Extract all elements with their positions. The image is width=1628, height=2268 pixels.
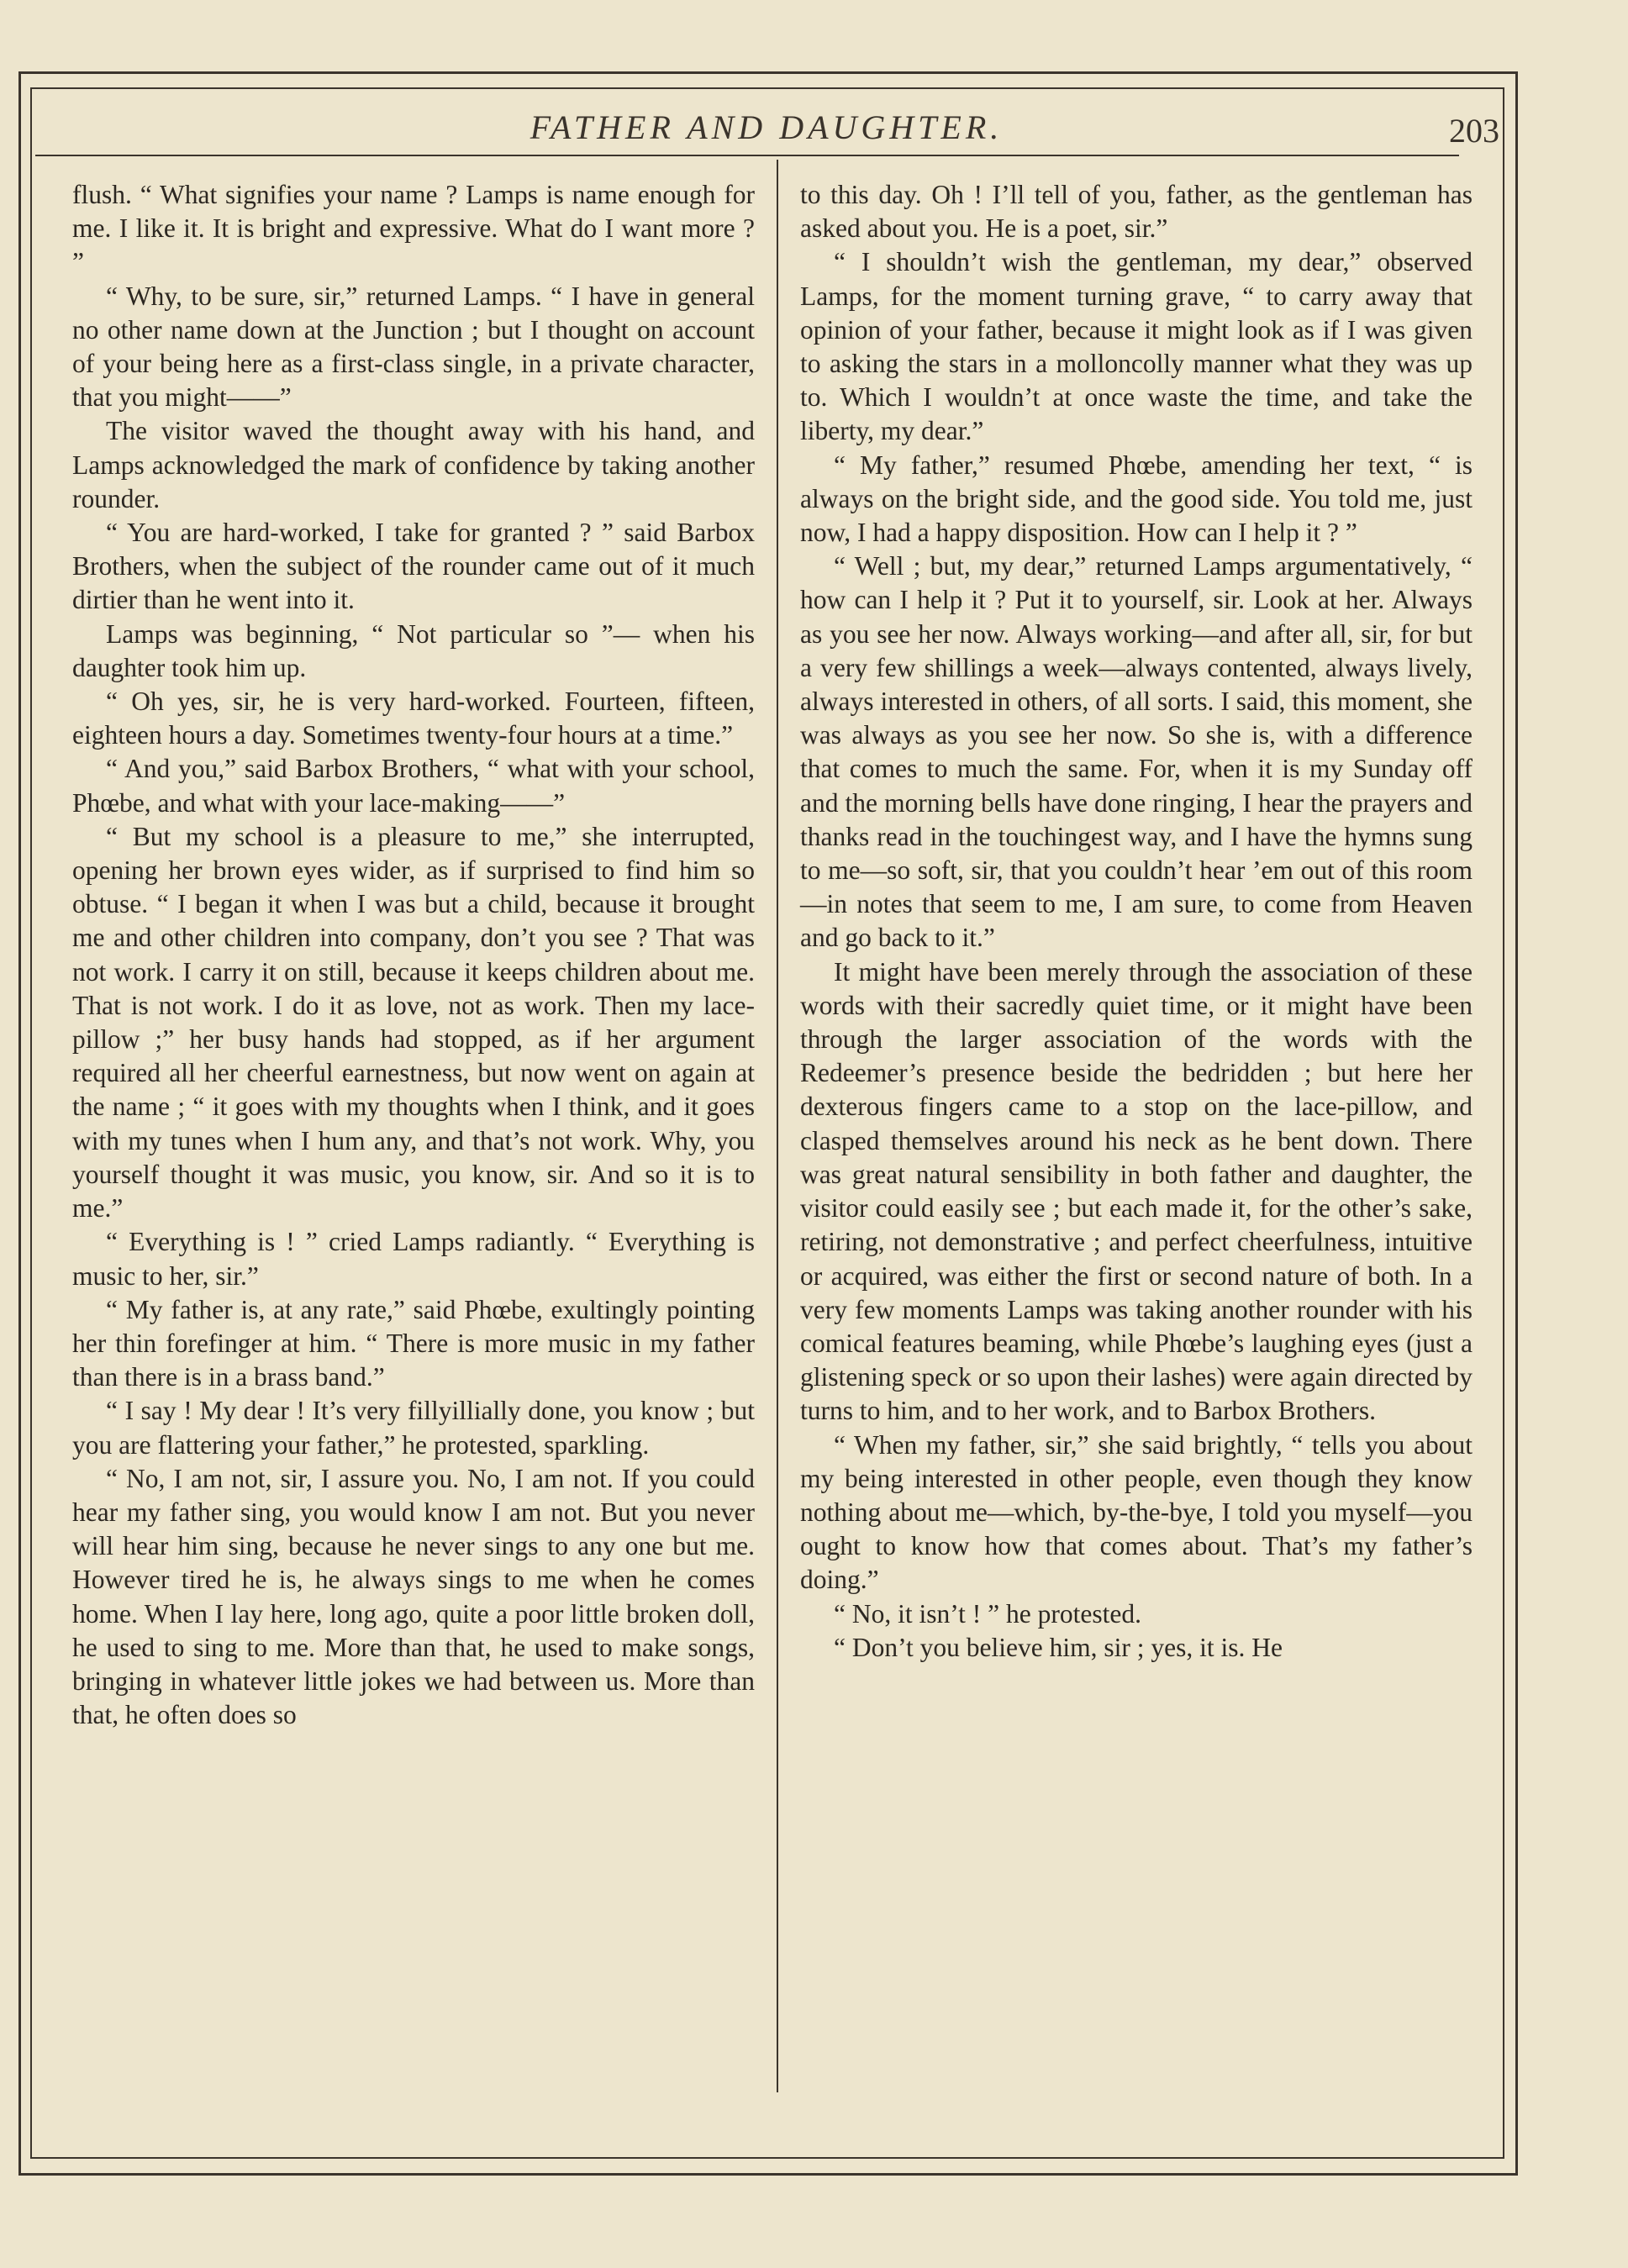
paragraph: “ I shouldn’t wish the gentleman, my dear,” observed Lamps, for the moment turning grave, “ to carry away that opinion of your father, because it might look as if I was given to asking the stars in a molloncolly manner what they was up to. Which I wouldn’t at once waste the time, and take the liberty, my dear.” [800, 247, 1473, 446]
paragraph: “ My father,” resumed Phœbe, amending her text, “ is always on the bright side, and the good side. You told me, just now, I had a happy disposition. How can I help it ? ” [800, 450, 1473, 548]
left-column [72, 178, 755, 2111]
right-column [800, 178, 1473, 2111]
page-number: 203 [1449, 112, 1499, 150]
paragraph: to this day. Oh ! I’ll tell of you, father, as the gentleman has asked about you. He is a poet, sir.” [800, 180, 1473, 244]
column-divider [777, 160, 778, 2092]
paragraph: “ My father is, at any rate,” said Phœbe, exultingly pointing her thin forefinger at him. “ There is more music in my father than there is in a brass band.” [72, 1294, 755, 1392]
paragraph: “ Well ; but, my dear,” returned Lamps argumentatively, “ how can I help it ? Put it to yourself, sir. Look at her. Always as you see her now. Always working—and after all, sir, for but a very few shillings a week—always contented, always lively, always interested in others, of all sorts. I said, this moment, she was always as you see her now. So she is, with a difference that comes to much the same. For, when it is my Sunday off and the morning bells have done ringing, I hear the prayers and thanks read in the touchingest way, and I have the hymns sung to me—so soft, sir, that you couldn’t hear ’em out of this room—in notes that seem to me, I am sure, to come from Heaven and go back to it.” [800, 551, 1473, 953]
paragraph: “ No, I am not, sir, I assure you. No, I am not. If you could hear my father sing, you would know I am not. But you never will hear him sing, because he never sings to any one but me. However tired he is, he always sings to me when he comes home. When I lay here, long ago, quite a poor little broken doll, he used to sing to me. More than that, he used to make songs, bringing in whatever little jokes we had between us. More than that, he often does so [72, 1463, 755, 1730]
running-title: FATHER AND DAUGHTER. [529, 108, 1004, 146]
paragraph: “ I say ! My dear ! It’s very fillyillially done, you know ; but you are flattering your father,” he protested, sparkling. [72, 1396, 755, 1460]
paragraph: It might have been merely through the association of these words with their sacredly quiet time, or it might have been through the larger association of the words with the Redeemer’s presence beside the bedridden ; but here her dexterous fingers came to a stop on the lace-pillow, and clasped themselves around his neck as he bent down. There was great natural sensibility in both father and daughter, the visitor could easily see ; but each made it, for the other’s sake, retiring, not demonstrative ; and perfect cheerfulness, intuitive or acquired, was either the first or second nature of both. In a very few moments Lamps was taking another rounder with his comical features beaming, while Phœbe’s laughing eyes (just a glistening speck or so upon their lashes) were again directed by turns to him, and to her work, and to Barbox Brothers. [800, 956, 1473, 1426]
paragraph: “ No, it isn’t ! ” he protested. [834, 1598, 1141, 1629]
paragraph: Lamps was beginning, “ Not particular so ”— when his daughter took him up. [72, 618, 755, 682]
page-header [30, 103, 1503, 153]
paragraph: “ Everything is ! ” cried Lamps radiantly. “ Everything is music to her, sir.” [72, 1227, 755, 1291]
paragraph: “ Don’t you believe him, sir ; yes, it is. He [834, 1632, 1283, 1662]
paragraph: “ But my school is a pleasure to me,” she interrupted, opening her brown eyes wider, as if surprised to find him so obtuse. “ I began it when I was but a child, because it brought me and other children into company, don’t you see ? That was not work. I carry it on still, because it keeps children about me. That is not work. I do it as love, not as work. Then my lace-pillow ;” her busy hands had stopped, as if her argument required all her cheerful earnestness, but now went on again at the name ; “ it goes with my thoughts when I think, and it goes with my tunes when I hum any, and that’s not work. Why, you yourself thought it was music, you know, sir. And so it is to me.” [72, 821, 755, 1223]
paragraph: “ You are hard-worked, I take for granted ? ” said Barbox Brothers, when the subject of the rounder came out of it much dirtier than he went into it. [72, 518, 755, 615]
paragraph: flush. “ What signifies your name ? Lamps is name enough for me. I like it. It is bright and expressive. What do I want more ? ” [72, 180, 755, 277]
paragraph: “ When my father, sir,” she said brightly, “ tells you about my being interested in other people, even though they know nothing about me—which, by-the-bye, I told you myself—you ought to know how that comes about. That’s my father’s doing.” [800, 1429, 1473, 1595]
paragraph: “ Oh yes, sir, he is very hard-worked. Fourteen, fifteen, eighteen hours a day. Sometimes twenty-four hours at a time.” [72, 687, 755, 750]
header-rule [35, 155, 1459, 156]
paragraph: The visitor waved the thought away with his hand, and Lamps acknowledged the mark of confidence by taking another rounder. [72, 416, 755, 513]
paragraph: “ Why, to be sure, sir,” returned Lamps. “ I have in general no other name down at the Junction ; but I thought on account of your being here as a first-class single, in a private character, that you might——” [72, 281, 755, 413]
paragraph: “ And you,” said Barbox Brothers, “ what with your school, Phœbe, and what with your lace-making——” [72, 754, 755, 818]
